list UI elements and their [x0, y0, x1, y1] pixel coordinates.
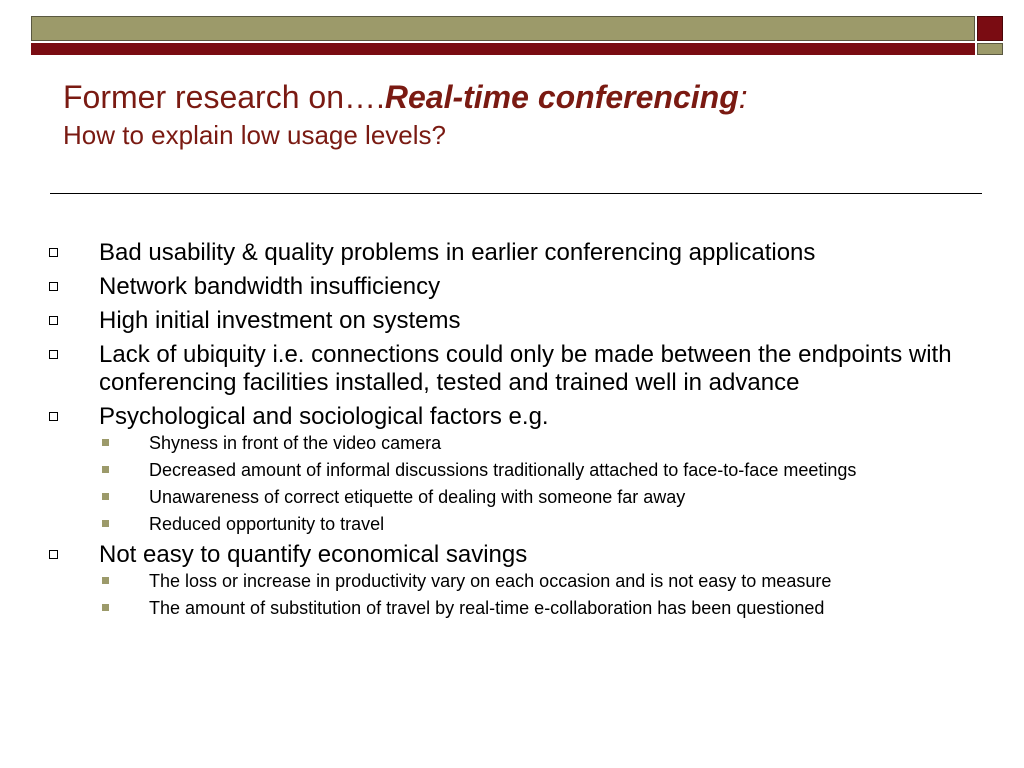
bullet-text: Lack of ubiquity i.e. connections could only be made between the endpoints with conferencing facilities installed, tested and trained well in advance	[99, 341, 952, 396]
header-square-maroon	[977, 16, 1003, 41]
filled-square-bullet-icon	[102, 439, 109, 446]
bullet-text: Psychological and sociological factors e.g.	[99, 403, 549, 430]
filled-square-bullet-icon	[102, 466, 109, 473]
sub-bullet-text: The loss or increase in productivity vary on each occasion and is not easy to measure	[149, 571, 832, 591]
hollow-square-bullet-icon	[49, 550, 58, 559]
hollow-square-bullet-icon	[49, 412, 58, 421]
bullet-item	[0, 239, 1024, 267]
header-bar-maroon	[31, 43, 975, 55]
sub-bullet-text: Reduced opportunity to travel	[149, 514, 385, 534]
hollow-square-bullet-icon	[49, 350, 58, 359]
header-bar-olive	[31, 16, 975, 41]
bullet-item	[0, 341, 1024, 397]
bullet-text: High initial investment on systems	[99, 307, 461, 334]
bullet-text: Not easy to quantify economical savings	[99, 541, 528, 568]
bullet-item	[0, 541, 1024, 569]
header-square-olive	[977, 43, 1003, 55]
hollow-square-bullet-icon	[49, 248, 58, 257]
bullet-item	[0, 403, 1024, 431]
slide-title	[63, 76, 983, 152]
title-emphasis: Real-time conferencing	[384, 79, 739, 115]
filled-square-bullet-icon	[102, 604, 109, 611]
title-suffix: :	[738, 79, 748, 115]
title-prefix: Former research on….	[63, 79, 385, 115]
bullet-text: Bad usability & quality problems in earlier conferencing applications	[99, 239, 816, 266]
filled-square-bullet-icon	[102, 577, 109, 584]
sub-bullet-text: Unawareness of correct etiquette of dealing with someone far away	[149, 487, 686, 507]
filled-square-bullet-icon	[102, 493, 109, 500]
filled-square-bullet-icon	[102, 520, 109, 527]
sub-bullet-item	[0, 598, 1024, 619]
bullet-item	[0, 273, 1024, 301]
title-subtitle: How to explain low usage levels?	[63, 120, 446, 150]
title-main	[63, 76, 983, 118]
sub-bullet-item	[0, 514, 1024, 535]
sub-bullet-text: The amount of substitution of travel by real-time e-collaboration has been questioned	[149, 598, 825, 618]
title-divider	[50, 193, 982, 194]
sub-bullet-text: Decreased amount of informal discussions traditionally attached to face-to-face meetings	[149, 460, 857, 480]
sub-bullet-item	[0, 460, 1024, 481]
bullet-item	[0, 307, 1024, 335]
hollow-square-bullet-icon	[49, 316, 58, 325]
sub-bullet-text: Shyness in front of the video camera	[149, 433, 442, 453]
sub-bullet-item	[0, 487, 1024, 508]
bullet-list	[0, 239, 1024, 625]
hollow-square-bullet-icon	[49, 282, 58, 291]
sub-bullet-item	[0, 433, 1024, 454]
bullet-text: Network bandwidth insufficiency	[99, 273, 441, 300]
sub-bullet-item	[0, 571, 1024, 592]
